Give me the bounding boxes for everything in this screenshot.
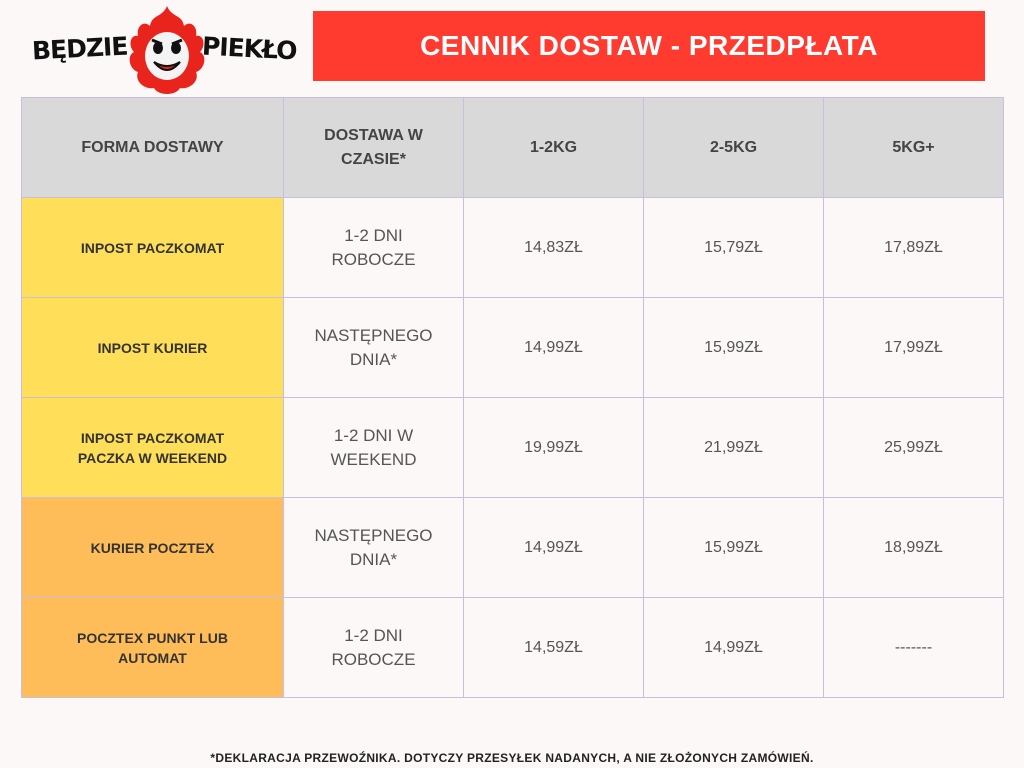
price-cell: 19,99ZŁ — [464, 398, 644, 498]
delivery-time-cell — [284, 598, 464, 698]
price-cell: 14,59ZŁ — [464, 598, 644, 698]
delivery-time-text: ROBOCZE — [331, 249, 416, 269]
table-row — [22, 298, 1004, 398]
delivery-method-cell — [22, 498, 284, 598]
table-row — [22, 498, 1004, 598]
price-cell: 21,99ZŁ — [644, 398, 824, 498]
delivery-time-text: NASTĘPNEGO — [314, 325, 433, 345]
delivery-method-text: AUTOMAT — [118, 649, 187, 666]
price-cell: 15,79ZŁ — [644, 198, 824, 298]
header-delivery-method: FORMA DOSTAWY — [22, 98, 284, 198]
delivery-method-cell — [22, 598, 284, 698]
header-delivery-time — [284, 98, 464, 198]
delivery-time-text: 1-2 DNI — [344, 625, 403, 645]
delivery-time-cell — [284, 398, 464, 498]
logo-word-right: PIEKŁO — [201, 31, 298, 66]
delivery-time-cell — [284, 498, 464, 598]
delivery-time-text: 1-2 DNI — [344, 225, 403, 245]
footnote: *DEKLARACJA PRZEWOŹNIKA. DOTYCZY PRZESYŁEK NADANYCH, A NIE ZŁOŻONYCH ZAMÓWIEŃ. — [210, 751, 814, 765]
table-header-row — [22, 98, 1004, 198]
delivery-time-text: 1-2 DNI W — [333, 425, 414, 445]
table-row — [22, 198, 1004, 298]
delivery-method-text: KURIER POCZTEX — [90, 539, 215, 556]
logo-word-left: BĘDZIE — [31, 31, 129, 66]
price-cell: 14,83ZŁ — [464, 198, 644, 298]
delivery-time-text: WEEKEND — [330, 449, 417, 469]
delivery-time-text: DNIA* — [349, 349, 398, 369]
price-cell: 25,99ZŁ — [824, 398, 1004, 498]
price-cell: 14,99ZŁ — [464, 498, 644, 598]
delivery-method-text: INPOST KURIER — [97, 339, 208, 356]
price-cell: 18,99ZŁ — [824, 498, 1004, 598]
delivery-time-cell — [284, 298, 464, 398]
delivery-method-text: PACZKA W WEEKEND — [77, 449, 228, 466]
price-cell: 14,99ZŁ — [644, 598, 824, 698]
price-cell: ------- — [824, 598, 1004, 698]
price-cell: 15,99ZŁ — [644, 298, 824, 398]
delivery-method-text: POCZTEX PUNKT LUB — [77, 629, 228, 646]
delivery-time-cell — [284, 198, 464, 298]
brand-logo — [28, 4, 300, 96]
price-cell: 17,89ZŁ — [824, 198, 1004, 298]
delivery-time-text: ROBOCZE — [331, 649, 416, 669]
delivery-method-text: INPOST PACZKOMAT — [80, 239, 225, 256]
header-weight-2-5kg: 2-5KG — [644, 98, 824, 198]
header-weight-1-2kg: 1-2KG — [464, 98, 644, 198]
delivery-method-cell — [22, 398, 284, 498]
delivery-method-cell — [22, 198, 284, 298]
delivery-time-text: NASTĘPNEGO — [314, 525, 433, 545]
price-cell: 17,99ZŁ — [824, 298, 1004, 398]
delivery-method-text: INPOST PACZKOMAT — [80, 429, 225, 446]
header-delivery-time-text: DOSTAWA W CZASIE* — [324, 126, 423, 168]
page-title: CENNIK DOSTAW - PRZEDPŁATA — [313, 11, 985, 81]
flaming-face-icon — [122, 4, 212, 96]
delivery-method-cell — [22, 298, 284, 398]
table-row — [22, 598, 1004, 698]
price-cell: 15,99ZŁ — [644, 498, 824, 598]
table-row — [22, 398, 1004, 498]
price-cell: 14,99ZŁ — [464, 298, 644, 398]
header-weight-5kg-plus: 5KG+ — [824, 98, 1004, 198]
delivery-time-text: DNIA* — [349, 549, 398, 569]
shipping-price-table — [21, 97, 1004, 698]
